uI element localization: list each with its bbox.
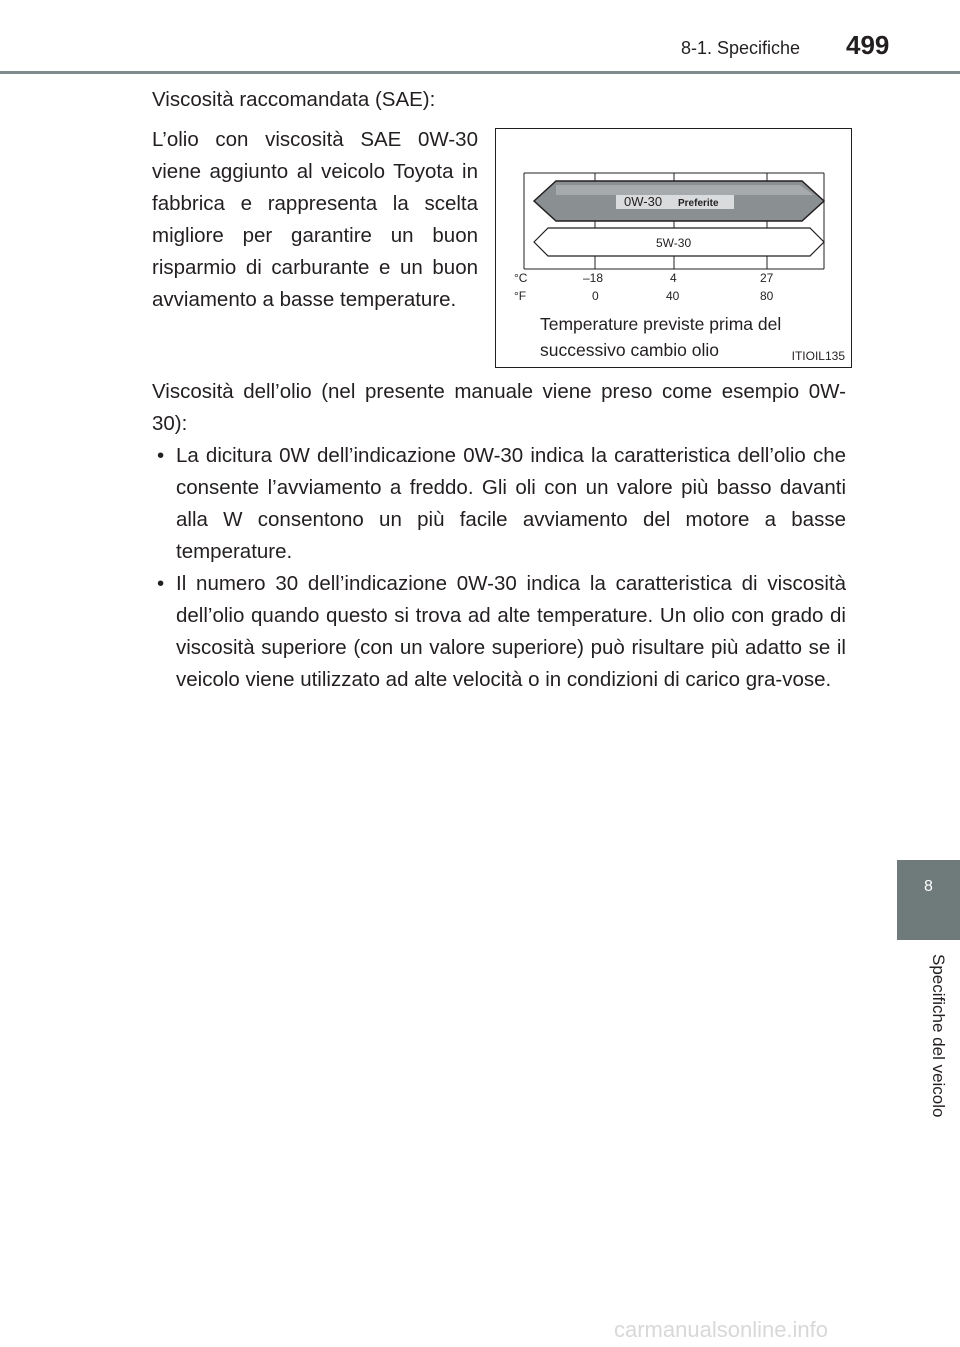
bullet-marker: • <box>157 572 165 595</box>
watermark: carmanualsonline.info <box>614 1317 829 1342</box>
tick-f-2: 40 <box>666 289 680 303</box>
figure-code: ITIOIL135 <box>791 349 845 363</box>
intro-text: Viscosità raccomandata (SAE): <box>152 88 436 111</box>
oil-recommendation-text: L’olio con viscosità SAE 0W-30 viene aggiunto al veicolo Toyota in fabbrica e rappresenta la scelta migliore per garantire un buon risparmio di carburante e un buon <box>152 128 478 279</box>
section-title: 8-1. Specifiche <box>681 38 801 58</box>
unit-celsius: °C <box>514 271 528 285</box>
bullet-marker: • <box>157 444 165 467</box>
chapter-tab <box>897 860 960 940</box>
chapter-tab-label: Specifiche del veicolo <box>929 954 948 1118</box>
chapter-tab-number: 8 <box>924 878 933 895</box>
preferred-tag-label: Preferite <box>678 198 719 209</box>
page-number: 499 <box>846 30 890 60</box>
tick-c-1: –18 <box>583 271 604 285</box>
figure-caption: Temperature previste prima del successivo cambio olio <box>540 314 782 360</box>
tick-f-3: 80 <box>760 289 774 303</box>
tick-f-1: 0 <box>592 289 599 303</box>
preferred-grade-label: 0W-30 <box>624 194 663 209</box>
oil-recommendation-paragraph <box>152 124 478 316</box>
tick-c-2: 4 <box>670 271 677 285</box>
second-grade-label: 5W-30 <box>656 236 692 250</box>
tick-c-3: 27 <box>760 271 774 285</box>
oil-recommendation-last-line: avviamento a basse temperature. <box>152 288 457 311</box>
viscosity-paragraph: Viscosità dell’olio (nel presente manuale viene preso come esempio 0W-30): <box>152 380 846 435</box>
viscosity-figure <box>495 128 852 368</box>
bullet-item-high-temp: Il numero 30 dell’indicazione 0W-30 indica la caratteristica di viscosità dell’olio quando questo si trova ad alte temperature. Un olio con grado di viscosità superiore (con un valore superiore) può risultare più adatto se il veicolo viene utilizzato ad alte velocità o in condizioni di carico gra-vose. <box>176 572 846 691</box>
header-rule <box>0 71 960 74</box>
bullet-item-cold-start: La dicitura 0W dell’indicazione 0W-30 indica la caratteristica dell’olio che consente l’avviamento a freddo. Gli oli con un valore più basso davanti alla W consentono un più facile avviamento del motore a basse temperature. <box>176 444 846 563</box>
unit-fahrenheit: °F <box>514 289 527 303</box>
